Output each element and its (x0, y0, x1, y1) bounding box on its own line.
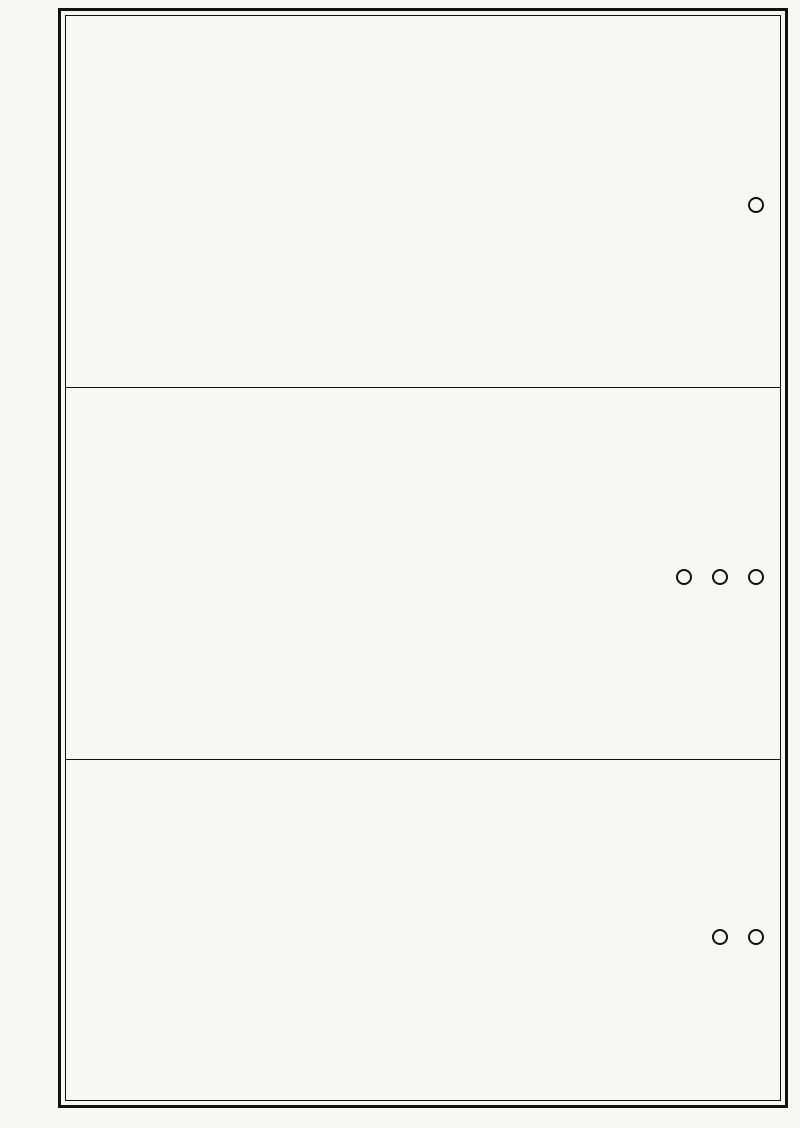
marker-slot-1 (740, 16, 772, 387)
marker-slot-2 (740, 388, 772, 759)
text-band-2 (66, 388, 780, 760)
page-frame (58, 8, 788, 1108)
circle-icon (748, 569, 764, 585)
circle-icon (748, 929, 764, 945)
marker-slot-3 (704, 388, 736, 759)
page-frame-inner (65, 15, 781, 1101)
marker-slot-5 (740, 760, 772, 1108)
circle-icon (712, 569, 728, 585)
marker-slot-6 (704, 760, 736, 1108)
text-band-1 (66, 16, 780, 388)
circle-icon (676, 569, 692, 585)
circle-icon (712, 929, 728, 945)
text-band-3 (66, 760, 780, 1108)
marker-slot-4 (668, 388, 700, 759)
circle-icon (748, 197, 764, 213)
